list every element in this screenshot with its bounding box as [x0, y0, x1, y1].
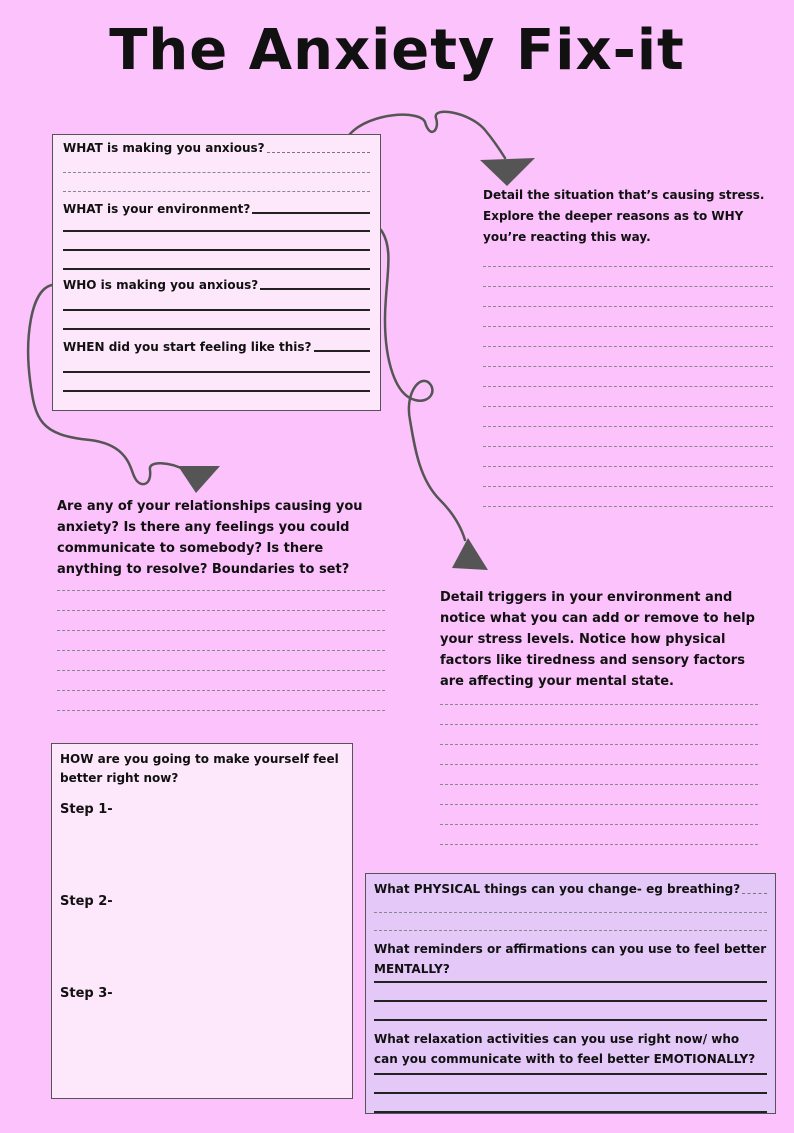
answer-line[interactable] [483, 306, 773, 307]
step-2-label[interactable]: Step 2- [60, 894, 113, 909]
question-when-started: WHEN did you start feeling like this? [63, 340, 370, 355]
answer-line[interactable] [440, 724, 758, 725]
arrowhead-top [480, 158, 535, 186]
answer-line[interactable] [483, 386, 773, 387]
answer-line[interactable] [57, 710, 385, 711]
relationships-section [57, 496, 385, 730]
question-what-anxious: WHAT is making you anxious? [63, 141, 370, 156]
answer-line[interactable] [374, 981, 767, 983]
answer-line[interactable] [374, 912, 767, 913]
answer-line[interactable] [374, 930, 767, 931]
answer-line[interactable] [483, 286, 773, 287]
triggers-lines [440, 704, 758, 845]
arrowhead-right [452, 538, 488, 570]
relationships-lines [57, 590, 385, 711]
answer-line[interactable] [483, 486, 773, 487]
answer-line[interactable] [57, 610, 385, 611]
answer-line[interactable] [440, 784, 758, 785]
answer-line[interactable] [483, 506, 773, 507]
question-mentally: What reminders or affirmations can you use to feel better MENTALLY? [374, 942, 767, 976]
answer-line[interactable] [57, 630, 385, 631]
answer-line[interactable] [483, 426, 773, 427]
situation-section [483, 185, 773, 526]
situation-prompt: Detail the situation that’s causing stress. Explore the deeper reasons as to WHY you’re reacting this way. [483, 188, 765, 244]
triggers-prompt: Detail triggers in your environment and notice what you can add or remove to help your stress levels. Notice how physical factors like tiredness and sensory factors are affecting your mental state. [440, 590, 755, 689]
question-who-anxious: WHO is making you anxious? [63, 278, 370, 293]
relationships-prompt: Are any of your relationships causing you anxiety? Is there any feelings you could communicate to somebody? Is there anything to resolve? Boundaries to set? [57, 499, 363, 577]
answer-line[interactable] [374, 1000, 767, 1002]
answer-line[interactable] [483, 366, 773, 367]
answer-line[interactable] [483, 266, 773, 267]
answer-line[interactable] [440, 844, 758, 845]
answer-line[interactable] [440, 804, 758, 805]
answer-line[interactable] [57, 670, 385, 671]
answer-line[interactable] [374, 1019, 767, 1021]
what-box [52, 134, 381, 411]
answer-line[interactable] [63, 172, 370, 173]
answer-line[interactable] [483, 326, 773, 327]
answer-line[interactable] [63, 371, 370, 373]
triggers-section [440, 587, 758, 864]
answer-line[interactable] [63, 249, 370, 251]
answer-line[interactable] [374, 1111, 767, 1113]
how-box [51, 743, 353, 1099]
answer-line[interactable] [483, 406, 773, 407]
step-3-label[interactable]: Step 3- [60, 986, 113, 1001]
answer-line[interactable] [440, 764, 758, 765]
answer-line[interactable] [57, 690, 385, 691]
arrow-path-right [381, 230, 465, 540]
step-1-label[interactable]: Step 1- [60, 802, 113, 817]
situation-lines [483, 266, 773, 507]
page-title: The Anxiety Fix-it [109, 18, 685, 83]
answer-line[interactable] [483, 446, 773, 447]
answer-line[interactable] [63, 191, 370, 192]
answer-line[interactable] [374, 1073, 767, 1075]
answer-line[interactable] [63, 390, 370, 392]
answer-line[interactable] [63, 230, 370, 232]
answer-line[interactable] [374, 1092, 767, 1094]
answer-line[interactable] [440, 704, 758, 705]
answer-line[interactable] [483, 346, 773, 347]
question-physical: What PHYSICAL things can you change- eg breathing? [374, 882, 767, 897]
answer-line[interactable] [57, 590, 385, 591]
arrowhead-left [178, 466, 220, 493]
question-emotionally: What relaxation activities can you use right now/ who can you communicate with to feel better EMOTIONALLY? [374, 1032, 756, 1066]
answer-line[interactable] [57, 650, 385, 651]
physical-box [365, 873, 776, 1114]
answer-line[interactable] [63, 309, 370, 311]
answer-line[interactable] [440, 744, 758, 745]
answer-line[interactable] [63, 328, 370, 330]
question-what-environment: WHAT is your environment? [63, 202, 370, 217]
how-question: HOW are you going to make yourself feel better right now? [60, 752, 339, 785]
answer-line[interactable] [63, 268, 370, 270]
answer-line[interactable] [483, 466, 773, 467]
answer-line[interactable] [440, 824, 758, 825]
